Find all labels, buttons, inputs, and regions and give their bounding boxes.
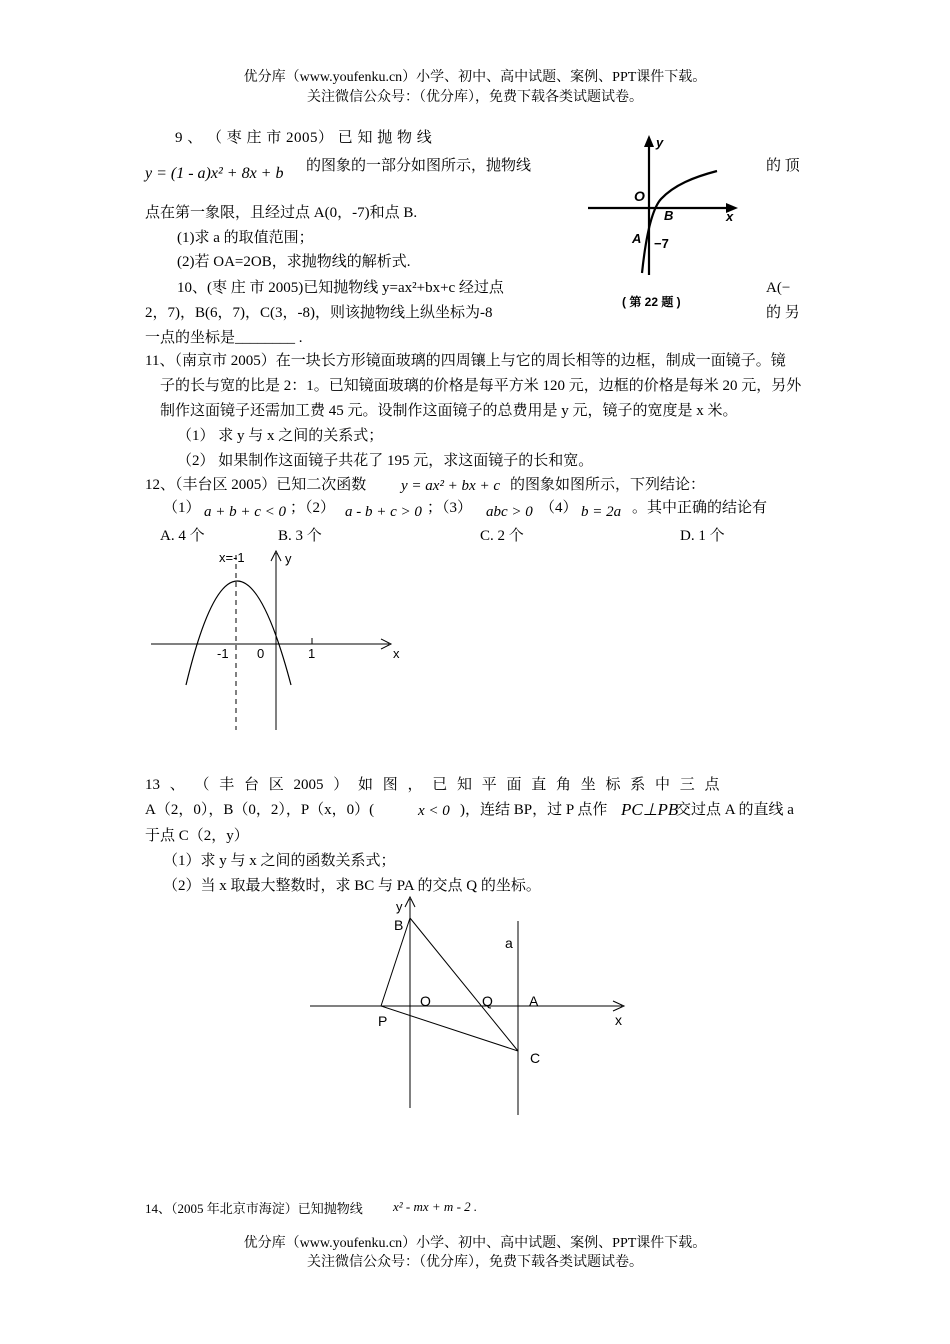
q13-line-1: 13 、 （ 丰 台 区 2005 ） 如 图 ， 已 知 平 面 直 角 坐 标 系 中 三 点 <box>145 777 720 793</box>
q12-x-label: x <box>393 646 400 661</box>
q12-option-b: B. 3 个 <box>278 528 322 544</box>
q12-option-d: D. 1 个 <box>680 528 725 544</box>
q11-part-2: （2） 如果制作这面镜子共花了 195 元，求这面镜子的长和宽。 <box>177 453 594 469</box>
q10-line-1-tail: A(− <box>766 280 791 296</box>
q13-coordinate-figure <box>300 893 640 1123</box>
q10-line-2: 2，7)，B(6，7)，C(3，-8)，则该抛物线上纵坐标为-8 <box>145 305 493 321</box>
q12-one-label: 1 <box>308 646 316 661</box>
q13-line-2-b: )，连结 BP，过 P 点作 <box>460 802 608 818</box>
q12-parabola-figure <box>145 545 415 735</box>
q12-c3: abc > 0 <box>486 504 533 520</box>
q13-part-2: （2）当 x 取最大整数时，求 BC 与 PA 的交点 Q 的坐标。 <box>163 878 541 894</box>
q9-parabola <box>642 171 717 273</box>
q13-part-1: （1）求 y 与 x 之间的函数关系式； <box>163 853 396 869</box>
q11-part-1: （1） 求 y 与 x 之间的关系式； <box>177 428 384 444</box>
q12-c4: b = 2a <box>581 504 622 520</box>
q12-parabola <box>186 581 291 685</box>
header-line-1: 优分库（www.youfenku.cn）小学、初中、高中试题、案例、PPT课件下载。 <box>243 70 707 85</box>
q13-line-2-a: A（2，0），B（0，2），P（x，0）( <box>145 802 375 818</box>
footer-line-2: 关注微信公众号：（优分库），免费下载各类试题试卷。 <box>307 1255 643 1270</box>
q12-y-label: y <box>285 551 292 566</box>
q12-c2-num: ；（2） <box>290 500 336 516</box>
q12-intro-tail: 的图象如图所示，下列结论： <box>510 477 706 493</box>
q13-line-2-cond: x < 0 <box>418 803 450 819</box>
footer-line-1: 优分库（www.youfenku.cn）小学、初中、高中试题、案例、PPT课件下载。 <box>243 1236 707 1251</box>
header-line-2: 关注微信公众号：（优分库），免费下载各类试题试卷。 <box>307 90 643 105</box>
q14-intro: 14、（2005 年北京市海淀）已知抛物线 <box>145 1201 363 1216</box>
q13-q-label: Q <box>482 993 493 1009</box>
q9-intro: 9 、 （ 枣 庄 市 2005） 已 知 抛 物 线 <box>175 130 433 146</box>
q9-caption: ( 第 22 题 ) <box>622 295 681 309</box>
q9-vertex-tail: 的 顶 <box>766 158 800 174</box>
q13-a-line-label: a <box>505 935 513 951</box>
q9-line-2: 点在第一象限，且经过点 A(0，-7)和点 B. <box>145 205 418 221</box>
q9-part-2: (2)若 OA=2OB，求抛物线的解析式. <box>177 254 411 270</box>
q12-c2: a - b + c > 0 <box>345 504 422 520</box>
q13-b-label: B <box>394 917 404 933</box>
q12-neg1-label: -1 <box>217 646 229 661</box>
q9-parabola-figure <box>582 125 752 320</box>
q13-x-label: x <box>615 1012 622 1028</box>
q12-c3-num: ；（3） <box>427 500 473 516</box>
q9-x-label: x <box>726 209 734 224</box>
q12-option-a: A. 4 个 <box>160 528 205 544</box>
q13-p-label: P <box>378 1013 388 1029</box>
q12-intro: 12、（丰台区 2005）已知二次函数 <box>145 477 367 493</box>
q12-axis-label: x=-1 <box>219 550 245 565</box>
q9-formula: y = (1 - a)x² + 8x + b <box>145 165 284 182</box>
q12-c1-num: （1） <box>163 500 201 516</box>
q11-line-1: 11、（南京市 2005）在一块长方形镜面玻璃的四周镶上与它的周长相等的边框，制成一面镜子。镜 <box>145 353 786 369</box>
q13-segment-pc <box>381 1006 518 1051</box>
q12-formula: y = ax² + bx + c <box>401 478 500 494</box>
q10-line-3: 一点的坐标是________ . <box>145 330 303 346</box>
q12-option-c: C. 2 个 <box>480 528 524 544</box>
q13-y-label: y <box>396 899 403 914</box>
q14-formula: x² - mx + m - 2 . <box>393 1199 478 1214</box>
q13-o-label: O <box>420 993 431 1009</box>
q13-line-2-c: 交过点 A 的直线 a <box>676 802 794 818</box>
q13-a-label: A <box>529 993 539 1009</box>
q11-line-2: 子的长与宽的比是 2：1。已知镜面玻璃的价格是每平方米 120 元，边框的价格是每米 20 元，另外 <box>160 378 802 394</box>
q12-zero-label: 0 <box>257 646 265 661</box>
q12-c4-num: （4） <box>540 500 578 516</box>
q13-segment-bc <box>410 918 518 1051</box>
q9-text-after-formula: 的图象的一部分如图所示，抛物线 <box>306 158 532 174</box>
q13-c-label: C <box>530 1050 541 1066</box>
q12-question-tail: 。其中正确的结论有 <box>632 500 768 516</box>
q9-origin-label: O <box>634 188 645 204</box>
q13-line-2-perp: PC⊥PB <box>621 800 679 819</box>
q12-c1: a + b + c < 0 <box>204 504 287 520</box>
q11-line-3: 制作这面镜子还需加工费 45 元。设制作这面镜子的总费用是 y 元，镜子的宽度是 x 米。 <box>160 403 738 419</box>
q9-minus7-label: −7 <box>654 236 669 251</box>
q10-line-2-tail: 的 另 <box>766 305 800 321</box>
q9-a-label: A <box>632 231 642 246</box>
q13-line-3: 于点 C（2，y） <box>145 828 249 844</box>
q9-b-label: B <box>664 208 674 223</box>
q10-line-1: 10、(枣 庄 市 2005)已知抛物线 y=ax²+bx+c 经过点 <box>177 280 504 296</box>
q9-part-1: (1)求 a 的取值范围； <box>177 230 314 246</box>
q9-y-label: y <box>656 135 664 150</box>
q9-y-arrow <box>644 135 654 147</box>
